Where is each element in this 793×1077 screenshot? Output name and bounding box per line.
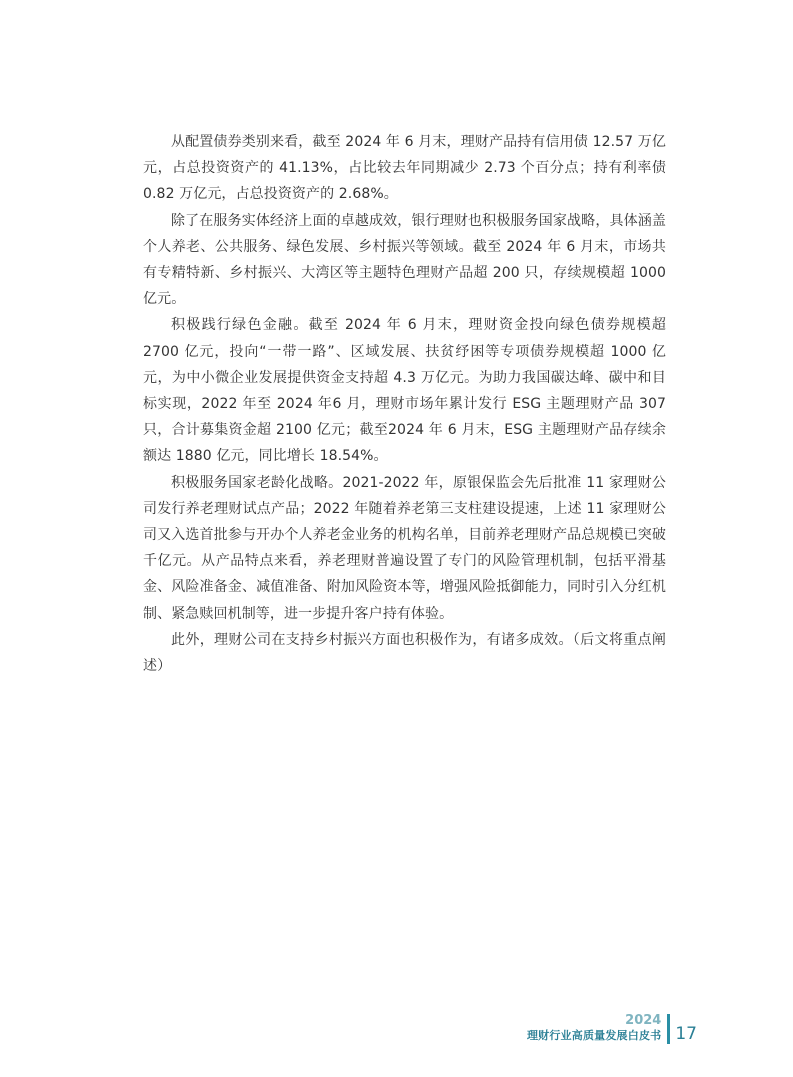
footer-titles bbox=[527, 1014, 661, 1044]
footer-divider-bar bbox=[667, 1014, 670, 1044]
paragraph-aging-strategy: 积极服务国家老龄化战略。2021-2022 年，原银保监会先后批准 11 家理财公司发行养老理财试点产品；2022 年随着养老第三支柱建设提速，上述 11 家理财公司又入选首批参与开办个人养老金业务的机构名单，目前养老理财产品总规模已突破千亿元。从产品特点来看，养老理财普遍设置了专门的风险管理机制，包括平滑基金、风险准备金、减值准备、附加风险资本等，增强风险抵御能力，同时引入分红机制、紧急赎回机制等，进一步提升客户持有体验。 bbox=[143, 474, 666, 622]
body-text bbox=[143, 129, 666, 679]
paragraph-national-strategy: 除了在服务实体经济上面的卓越成效，银行理财也积极服务国家战略，具体涵盖个人养老、公共服务、绿色发展、乡村振兴等领域。截至 2024 年 6 月末，市场共有专精特新、乡村振兴、大湾区等主题特色理财产品超 200 只，存续规模超 1000 亿元。 bbox=[143, 212, 666, 308]
footer-book-title: 理财行业高质量发展白皮书 bbox=[526, 1029, 662, 1042]
paragraph-green-finance: 积极践行绿色金融。截至 2024 年 6 月末，理财资金投向绿色债券规模超 2700 亿元，投向“一带一路”、区域发展、扶贫纾困等专项债券规模超 1000 亿元，为中小微企业发展提供资金支持超 4.3 万亿元。为助力我国碳达峰、碳中和目标实现，2022 年至 2024 年6 月，理财市场年累计发行 ESG 主题理财产品 307 只，合计募集资金超 2100 亿元；截至2024 年 6 月末，ESG 主题理财产品存续余额达 1880 亿元，同比增长 18.54%。 bbox=[143, 317, 666, 465]
paragraph-rural-revitalization: 此外，理财公司在支持乡村振兴方面也积极作为，有诸多成效。（后文将重点阐述） bbox=[143, 631, 666, 675]
footer-year: 2024 bbox=[625, 1013, 662, 1028]
page-footer bbox=[527, 1008, 697, 1044]
page-number: 17 bbox=[675, 1024, 697, 1044]
paragraph-bond-allocation: 从配置债券类别来看，截至 2024 年 6 月末，理财产品持有信用债 12.57 万亿元，占总投资资产的 41.13%，占比较去年同期减少 2.73 个百分点；持有利率债 0.82 万亿元，占总投资资产的 2.68%。 bbox=[143, 134, 666, 203]
